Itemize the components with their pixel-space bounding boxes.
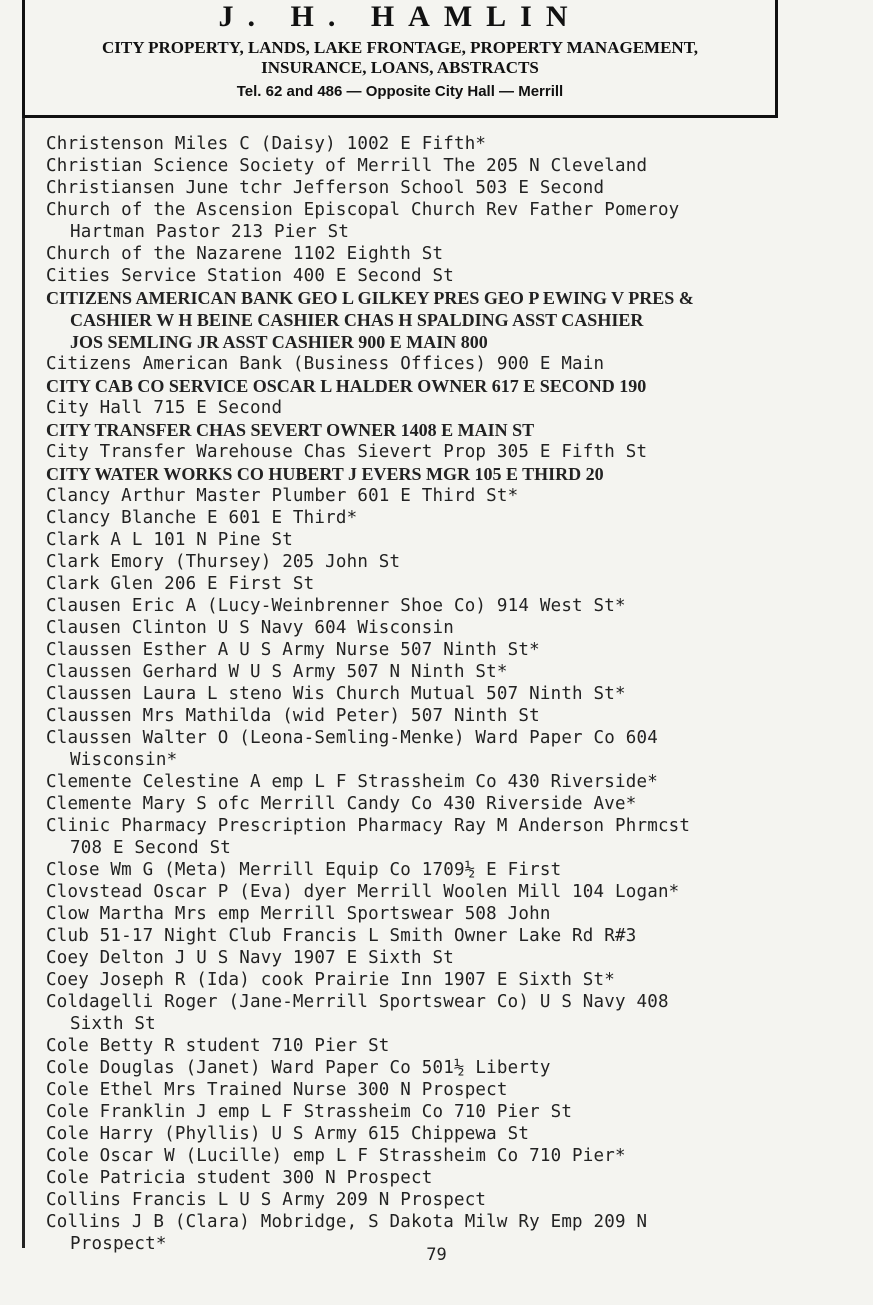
entry-text: Claussen Esther A U S Army Nurse 507 Ninth St* — [46, 640, 540, 660]
directory-entry — [46, 683, 846, 705]
directory-entry — [46, 859, 846, 881]
entry-text: CITY CAB CO SERVICE OSCAR L HALDER OWNER 617 E SECOND 190 — [46, 376, 647, 396]
entry-text: Claussen Laura L steno Wis Church Mutual 507 Ninth St* — [46, 684, 626, 704]
directory-entry — [46, 947, 846, 969]
entry-text: Church of the Ascension Episcopal Church Rev Father Pomeroy — [46, 200, 680, 220]
entry-text: Clark Glen 206 E First St — [46, 574, 315, 594]
directory-entry — [46, 177, 846, 199]
entry-text: Clausen Clinton U S Navy 604 Wisconsin — [46, 618, 454, 638]
directory-entry — [46, 375, 846, 397]
directory-entry — [46, 815, 846, 859]
ad-services-line2: INSURANCE, LOANS, ABSTRACTS — [261, 58, 539, 77]
entry-continuation: JOS SEMLING JR ASST CASHIER 900 E MAIN 800 — [70, 332, 488, 352]
entry-text: Cole Ethel Mrs Trained Nurse 300 N Prospect — [46, 1080, 508, 1100]
entry-text: Christenson Miles C (Daisy) 1002 E Fifth* — [46, 134, 487, 154]
directory-entry — [46, 705, 846, 727]
entry-text: City Hall 715 E Second — [46, 398, 283, 418]
entry-text: Claussen Mrs Mathilda (wid Peter) 507 Ninth St — [46, 706, 540, 726]
entry-text: Collins Francis L U S Army 209 N Prospect — [46, 1190, 487, 1210]
directory-entry — [46, 353, 846, 375]
entry-text: Cities Service Station 400 E Second St — [46, 266, 454, 286]
directory-entry — [46, 1035, 846, 1057]
entry-text: CITY TRANSFER CHAS SEVERT OWNER 1408 E MAIN ST — [46, 420, 535, 440]
directory-entry — [46, 969, 846, 991]
directory-entry — [46, 991, 846, 1035]
header-advertisement — [22, 0, 778, 118]
entry-continuation: Sixth St — [70, 1014, 156, 1034]
entry-text: Citizens American Bank (Business Offices) 900 E Main — [46, 354, 605, 374]
entry-text: Cole Betty R student 710 Pier St — [46, 1036, 390, 1056]
directory-entry — [46, 1123, 846, 1145]
directory-entry — [46, 1079, 846, 1101]
entry-text: Clancy Arthur Master Plumber 601 E Third St* — [46, 486, 519, 506]
directory-entry — [46, 617, 846, 639]
entry-text: Cole Douglas (Janet) Ward Paper Co 501½ Liberty — [46, 1058, 551, 1078]
entry-text: Claussen Walter O (Leona-Semling-Menke) Ward Paper Co 604 — [46, 728, 658, 748]
directory-entry — [46, 133, 846, 155]
entry-continuation: Prospect* — [70, 1234, 167, 1254]
entry-text: Clinic Pharmacy Prescription Pharmacy Ray M Anderson Phrmcst — [46, 816, 691, 836]
entry-text: Clow Martha Mrs emp Merrill Sportswear 508 John — [46, 904, 551, 924]
directory-entry — [46, 771, 846, 793]
entry-text: Coldagelli Roger (Jane-Merrill Sportswear Co) U S Navy 408 — [46, 992, 669, 1012]
entry-text: Clovstead Oscar P (Eva) dyer Merrill Woolen Mill 104 Logan* — [46, 882, 680, 902]
entry-text: CITY WATER WORKS CO HUBERT J EVERS MGR 105 E THIRD 20 — [46, 464, 604, 484]
directory-entry — [46, 925, 846, 947]
entry-text: Clancy Blanche E 601 E Third* — [46, 508, 358, 528]
directory-entry — [46, 485, 846, 507]
directory-entry — [46, 155, 846, 177]
entry-text: Claussen Gerhard W U S Army 507 N Ninth St* — [46, 662, 508, 682]
directory-entry — [46, 441, 846, 463]
directory-entry — [46, 199, 846, 243]
entry-text: Clemente Celestine A emp L F Strassheim Co 430 Riverside* — [46, 772, 658, 792]
directory-entry — [46, 1189, 846, 1211]
entry-continuation: Wisconsin* — [70, 750, 178, 770]
directory-entry — [46, 243, 846, 265]
left-margin-rule — [22, 118, 25, 1248]
entry-text: City Transfer Warehouse Chas Sievert Prop 305 E Fifth St — [46, 442, 648, 462]
directory-entry — [46, 595, 846, 617]
entry-text: Christian Science Society of Merrill The 205 N Cleveland — [46, 156, 648, 176]
directory-entry — [46, 463, 846, 485]
entry-text: Close Wm G (Meta) Merrill Equip Co 1709½ E First — [46, 860, 562, 880]
entry-text: Coey Delton J U S Navy 1907 E Sixth St — [46, 948, 454, 968]
directory-entry — [46, 1057, 846, 1079]
directory-entry — [46, 573, 846, 595]
ad-contact-line: Tel. 62 and 486 — Opposite City Hall — Merrill — [236, 83, 564, 100]
entry-text: Coey Joseph R (Ida) cook Prairie Inn 1907 E Sixth St* — [46, 970, 616, 990]
page-number: 79 — [426, 1245, 447, 1265]
entry-text: Christiansen June tchr Jefferson School 503 E Second — [46, 178, 605, 198]
entry-continuation: Hartman Pastor 213 Pier St — [70, 222, 350, 242]
entry-text: CITIZENS AMERICAN BANK GEO L GILKEY PRES GEO P EWING V PRES & — [46, 288, 694, 308]
directory-entry — [46, 793, 846, 815]
entry-text: Clark A L 101 N Pine St — [46, 530, 293, 550]
entry-continuation: CASHIER W H BEINE CASHIER CHAS H SPALDING ASST CASHIER — [70, 310, 644, 330]
advertiser-name: J. H. HAMLIN — [218, 2, 582, 32]
entry-text: Cole Oscar W (Lucille) emp L F Strassheim Co 710 Pier* — [46, 1146, 626, 1166]
directory-entry — [46, 639, 846, 661]
directory-entry — [46, 287, 846, 353]
directory-entry — [46, 727, 846, 771]
directory-entry — [46, 881, 846, 903]
directory-listing — [46, 133, 846, 1255]
entry-continuation: 708 E Second St — [70, 838, 232, 858]
entry-text: Church of the Nazarene 1102 Eighth St — [46, 244, 444, 264]
directory-entry — [46, 1145, 846, 1167]
entry-text: Cole Harry (Phyllis) U S Army 615 Chippewa St — [46, 1124, 530, 1144]
entry-text: Cole Franklin J emp L F Strassheim Co 710 Pier St — [46, 1102, 573, 1122]
entry-text: Collins J B (Clara) Mobridge, S Dakota Milw Ry Emp 209 N — [46, 1212, 648, 1232]
directory-entry — [46, 903, 846, 925]
entry-text: Club 51-17 Night Club Francis L Smith Owner Lake Rd R#3 — [46, 926, 637, 946]
directory-entry — [46, 551, 846, 573]
ad-services-line1: CITY PROPERTY, LANDS, LAKE FRONTAGE, PROPERTY MANAGEMENT, — [101, 38, 699, 57]
entry-text: Cole Patricia student 300 N Prospect — [46, 1168, 433, 1188]
directory-entry — [46, 1167, 846, 1189]
entry-text: Clemente Mary S ofc Merrill Candy Co 430 Riverside Ave* — [46, 794, 637, 814]
directory-entry — [46, 661, 846, 683]
directory-entry — [46, 529, 846, 551]
directory-entry — [46, 507, 846, 529]
entry-text: Clark Emory (Thursey) 205 John St — [46, 552, 401, 572]
directory-entry — [46, 397, 846, 419]
directory-entry — [46, 1101, 846, 1123]
directory-entry — [46, 265, 846, 287]
entry-text: Clausen Eric A (Lucy-Weinbrenner Shoe Co) 914 West St* — [46, 596, 626, 616]
directory-entry — [46, 419, 846, 441]
